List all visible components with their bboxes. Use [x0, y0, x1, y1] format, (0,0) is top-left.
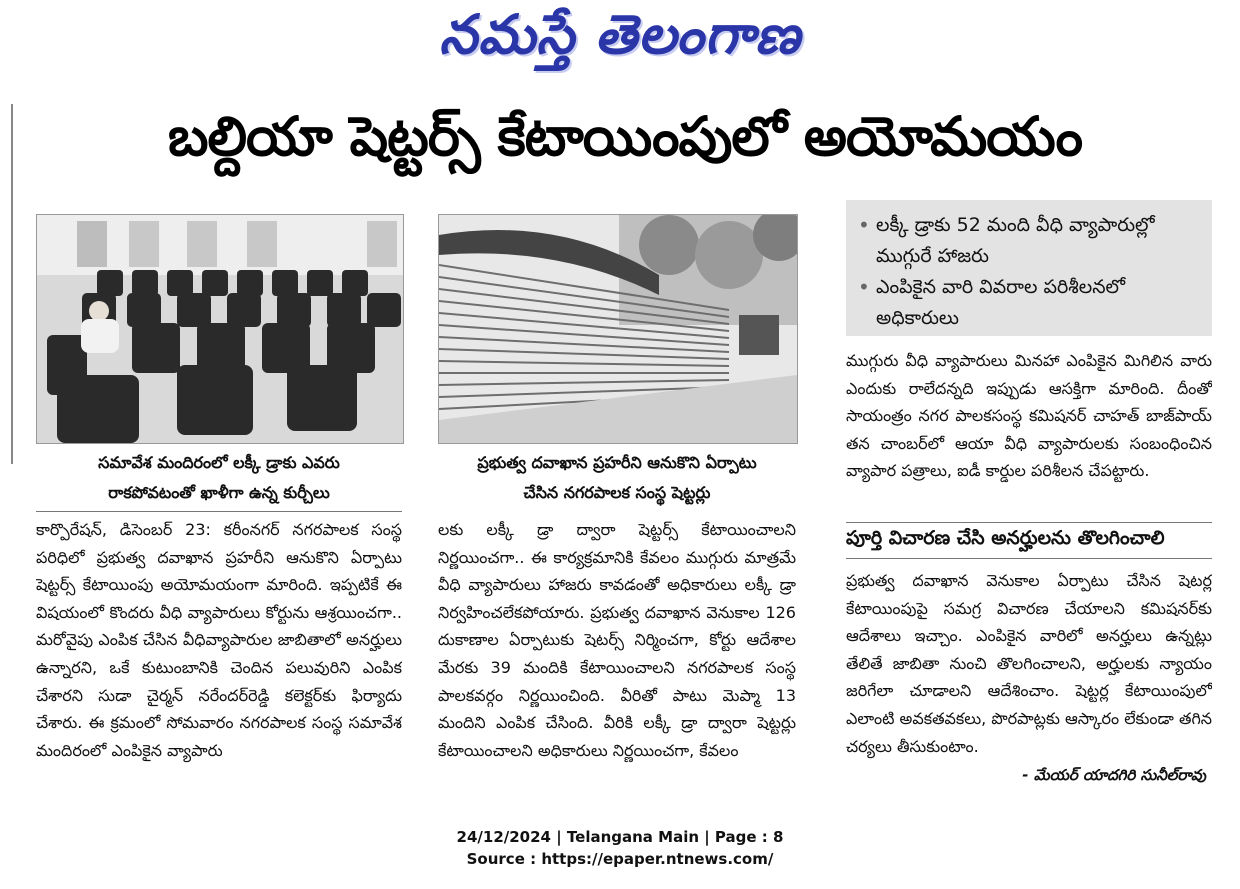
article-column-3: ముగ్గురు వీధి వ్యాపారులు మినహా ఎంపికైన మిగిలిన వారు ఎందుకు రాలేదన్నది ఇప్పుడు ఆసక్తిగా మారింది. దీంతో సాయంత్రం నగర పాలకసంస్థ కమిషనర్ చాహత్ బాజ్‌పాయ్ తన చాంబర్‌లో ఆయా వీధి వ్యాపారులకు సంబంధించిన వ్యాపార పత్రాలు, ఐడీ కార్డుల పరిశీలన చేపట్టారు.: [846, 351, 1212, 481]
subhead-rule-top: [846, 522, 1212, 523]
highlights-box: [846, 200, 1212, 336]
left-margin-rule: [11, 104, 13, 464]
photo-shutters: [438, 214, 798, 444]
column-divider: [36, 511, 402, 512]
page-footer: [0, 826, 1240, 870]
photo-caption-1: [36, 448, 402, 508]
highlight-item: • ఎంపికైన వారి వివరాల పరిశీలనలో అధికారులు: [876, 272, 1200, 334]
subhead-rule-bottom: [846, 558, 1212, 559]
footer-date-edition: 24/12/2024 | Telangana Main | Page : 8: [456, 828, 784, 846]
masthead-logo: నమస్తే తెలంగాణ: [439, 2, 801, 66]
quote-signature: - మేయర్ యాదగిరి సునీల్‌రావు: [1022, 766, 1206, 784]
caption-line: ప్రభుత్వ దవాఖాన ప్రహరీని ఆనుకొని ఏర్పాటు: [477, 453, 757, 472]
photo-empty-chairs: [36, 214, 404, 444]
caption-line: చేసిన నగరపాలక సంస్థ షెట్టర్లు: [523, 483, 711, 502]
photo-caption-2: [438, 448, 796, 508]
footer-source: Source : https://epaper.ntnews.com/: [466, 850, 774, 868]
subhead: పూర్తి విచారణ చేసి అనర్హులను తొలగించాలి: [846, 527, 1165, 549]
article-column-1: కార్పొరేషన్, డిసెంబర్ 23: కరీంనగర్ నగరపాలక సంస్థ పరిధిలో ప్రభుత్వ దవాఖాన ప్రహరీని ఆనుకొని ఏర్పాటు షెట్టర్స్ కేటాయింపు అయోమయంగా మారింది. ఇప్పటికే ఈ విషయంలో కొందరు వీధి వ్యాపారులు కోర్టును ఆశ్రయించగా.. మరోవైపు ఎంపిక చేసిన వీధివ్యాపారుల జాబితాలో అనర్హులు ఉన్నారని, ఒకే కుటుంబానికి చెందిన పలువురిని ఎంపిక చేశారని సుడా చైర్మన్ నరేందర్‌రెడ్డి కలెక్టర్‌కు ఫిర్యాదు చేశారు. ఈ క్రమంలో సోమవారం నగరపాలక సంస్థ సమావేశ మందిరంలో ఎంపికైన వ్యాపారు: [36, 520, 402, 760]
caption-line: సమావేశ మందిరంలో లక్కీ డ్రాకు ఎవరు: [98, 453, 340, 472]
headline: బల్దియా షెట్టర్స్ కేటాయింపులో అయోమయం: [167, 105, 1083, 168]
mayor-quote: ప్రభుత్వ దవాఖాన వెనుకాల ఏర్పాటు చేసిన షెటర్ల కేటాయింపుపై సమగ్ర విచారణ చేయాలని కమిషనర్‌కు ఆదేశాలు ఇచ్చాం. ఎంపికైన వారిలో అనర్హులు ఉన్నట్లు తేలితే జాబితా నుంచి తొలగించాలని, అర్హులకు న్యాయం జరిగేలా చూడాలని ఆదేశించాం. షెట్టర్ల కేటాయింపులో ఎలాంటి అవకతవకలు, పొరపాట్లకు ఆస్కారం లేకుండా తగిన చర్యలు తీసుకుంటాం.: [846, 571, 1212, 756]
highlight-item: • లక్కీ డ్రాకు 52 మంది వీధి వ్యాపారుల్లో ముగ్గురే హాజరు: [876, 210, 1200, 272]
article-column-2: లకు లక్కీ డ్రా ద్వారా షెట్టర్స్ కేటాయించాలని నిర్ణయించగా.. ఈ కార్యక్రమానికి కేవలం ముగ్గురు మాత్రమే వీధి వ్యాపారులు హాజరు కావడంతో అధికారులు లక్కీ డ్రా నిర్వహించలేకపోయారు. ప్రభుత్వ దవాఖాన వెనుకాల 126 దుకాణాల ఏర్పాటుకు షెటర్స్ నిర్మించగా, కోర్టు ఆదేశాల మేరకు 39 మందికి కేటాయించాలని నగరపాలక సంస్థ పాలకవర్గం నిర్ణయించింది. వీరితో పాటు మెప్మా 13 మందిని ఎంపిక చేసింది. వీరికి లక్కీ డ్రా ద్వారా షెట్టర్లు కేటాయించాలని అధికారులు నిర్ణయించగా, కేవలం: [438, 520, 796, 760]
caption-line: రాకపోవటంతో ఖాళీగా ఉన్న కుర్చీలు: [108, 483, 330, 502]
